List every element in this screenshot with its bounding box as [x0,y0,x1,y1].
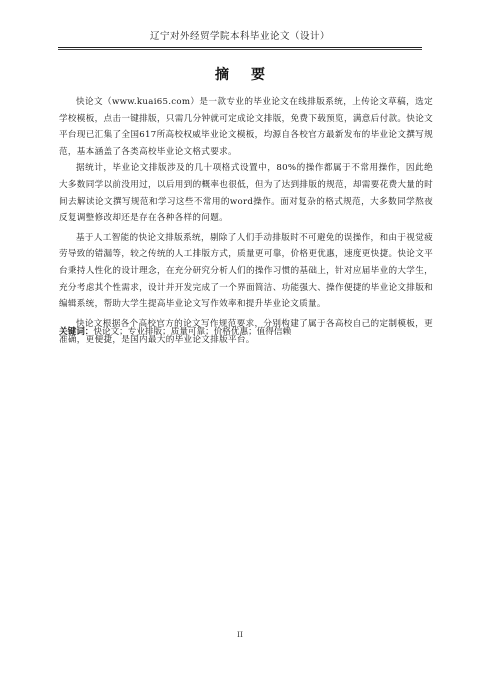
keywords-line [59,324,433,340]
abstract-title: 摘要 [215,67,287,83]
abstract-paragraph-1: 快论文（www.kuai65.com）是一款专业的毕业论文在线排版系统，上传论文草稿，选定学校模板，点击一键排版，只需几分钟就可定成论文排版，免费下载预览，满意后付款。快论文平台现已汇集了全国617所高校权威毕业论文模板，均源自各校官方最新发布的毕业论文撰写规范，基本涵盖了各类高校毕业论文格式要求。 [59,97,433,157]
running-header: 辽宁对外经贸学院本科毕业论文（设计） [149,31,330,42]
abstract-paragraph-2: 据统计，毕业论文排版涉及的几十项格式设置中，80%的操作都属于不常用操作，因此绝大多数同学以前没用过，以后用到的概率也很低，但为了达到排版的规范，却需要花费大量的时间去解读论文撰写规范和学习这些不常用的word操作。面对复杂的格式规范，大多数同学熬夜反复调整修改却还是存在各种各样的问题。 [59,163,433,224]
keywords-text: 快论文；专业排版；质量可靠；价格优惠；值得信赖 [93,327,292,337]
abstract-paragraph-4: 快论文根据各个高校官方的论文写作规范要求，分别构建了属于各高校自己的定制模板，更准确，更便捷，是国内最大的毕业论文排版平台。 [59,318,433,346]
header-rule-thin [58,49,422,50]
keywords-label: 关键词： [59,327,94,337]
header-rule [58,47,422,48]
abstract-paragraph-3: 基于人工智能的快论文排版系统，剔除了人们手动排版时不可避免的误操作，和由于视觉疲劳导致的错漏等，较之传统的人工排版方式，质量更可靠，价格更优惠，速度更快捷。快论文平台秉持人性化的设计理念，在充分研究分析人们的操作习惯的基础上，针对应届毕业的大学生，充分考虑其个性需求，设计并开发完成了一个界面简洁、功能强大、操作便捷的毕业论文排版和编辑系统，帮助大学生提高毕业论文写作效率和提升毕业论文质量。 [59,232,433,310]
page-number: II [237,630,243,639]
abstract-body [59,94,433,349]
